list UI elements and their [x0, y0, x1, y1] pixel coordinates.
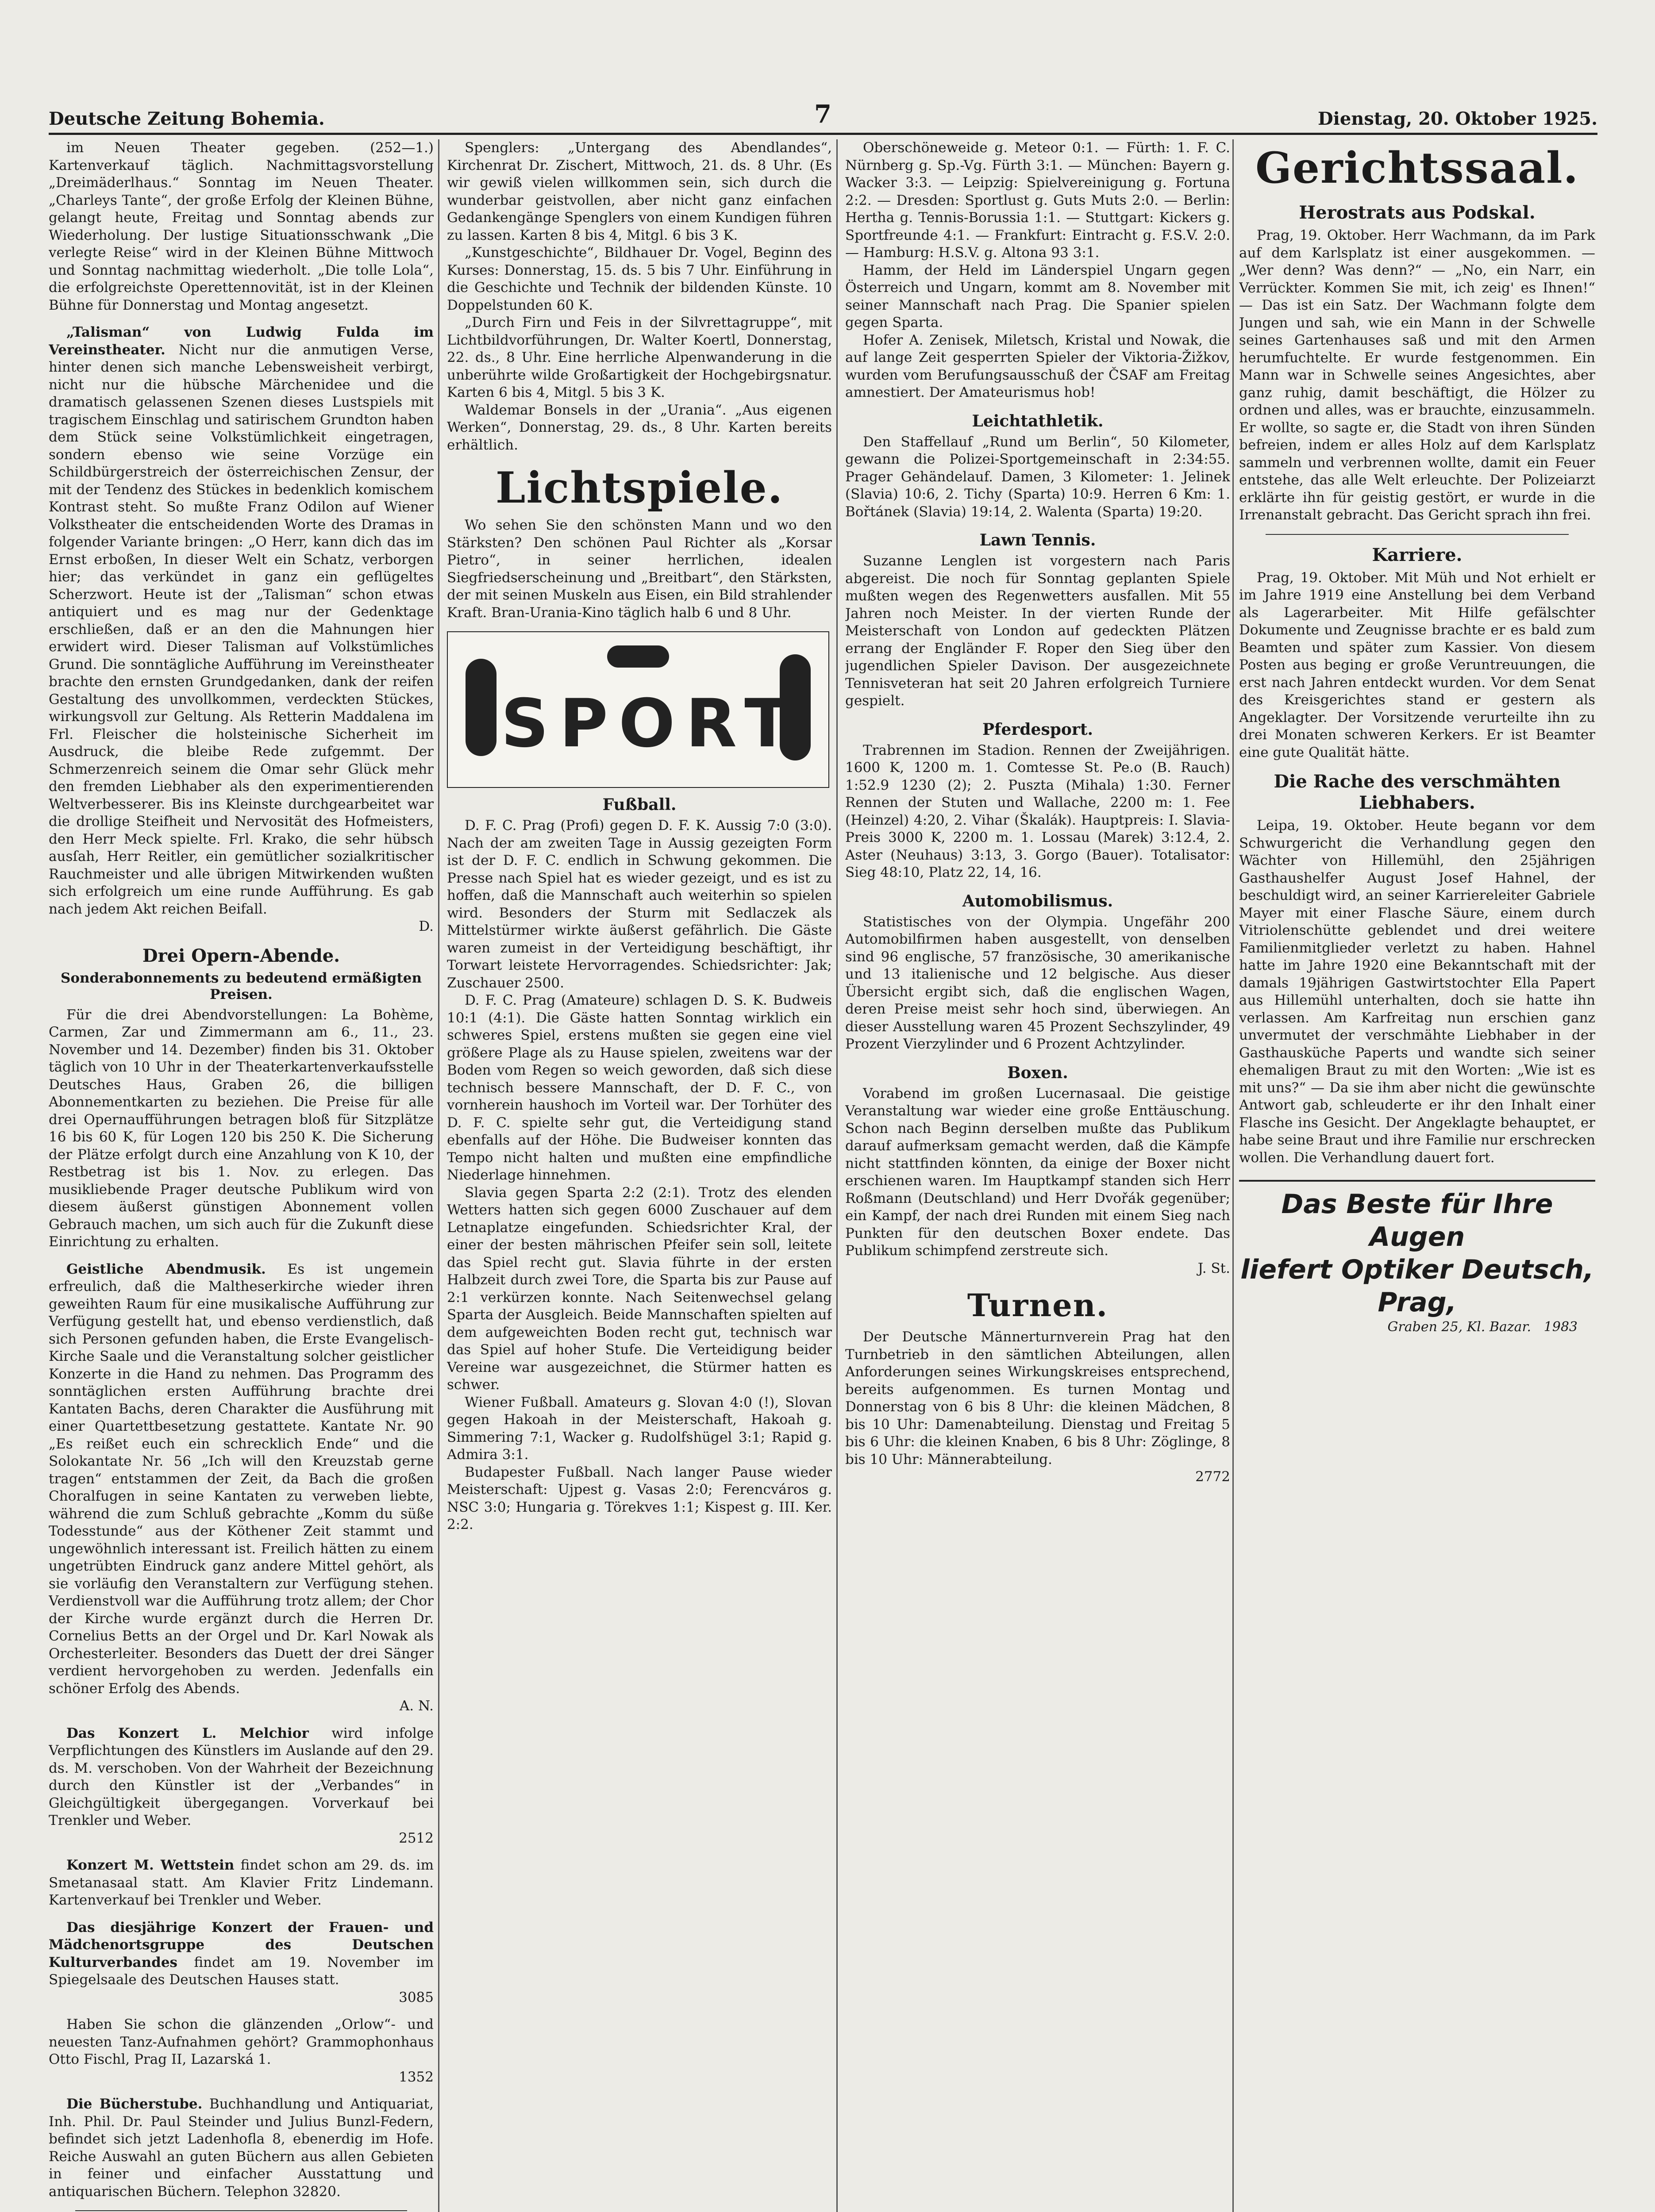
article-text: Budapester Fußball. Nach langer Pause wieder Meisterschaft: Ujpest g. Vasas 2:0; Ferencváros g. NSC 3:0; Hungaria g. Törekves 1:1; Kispest g. III. Ker. 2:2. [447, 1464, 832, 1532]
article-text: „Kunstgeschichte“, Bildhauer Dr. Vogel, Beginn des Kurses: Donnerstag, 15. ds. 5 bis 7 Uhr. Einführung in die Geschichte und Technik der bildenden Künste. 10 Doppelstunden 60 K. [447, 245, 832, 313]
ad-buecherstube [49, 2096, 434, 2200]
ad-company: liefert Optiker Deutsch, Prag, [1240, 1254, 1594, 1318]
column-divider [1232, 139, 1234, 2212]
article-heading: Die Rache des verschmähten Liebhabers. [1274, 771, 1561, 813]
article-text: Wiener Fußball. Amateurs g. Slovan 4:0 (!), Slovan gegen Hakoah in der Meisterschaft, Hakoah g. Simmering 7:1, Wacker g. Rudolfshügel 3:1; Rapid g. Admira 3:1. [447, 1394, 832, 1463]
article-text: Wo sehen Sie den schönsten Mann und wo den Stärksten? Den schönen Paul Richter als „Korsar Pietro“, in seiner herrlichen, idealen Siegfriedserscheinung und „Breitbart“, den Stärksten, der mit seinen Muskeln aus Eisen, ein Bild strahlender Kraft. Bran-Urania-Kino täglich halb 6 und 8 Uhr. [447, 517, 832, 621]
article-frauen [49, 1919, 434, 2007]
ad-number: 3085 [399, 1989, 434, 2005]
urania-program [447, 139, 832, 454]
article-results [845, 139, 1230, 402]
section-heading-leichtathletik: Leichtathletik. [972, 411, 1104, 430]
article-text: Hofer A. Zenisek, Miletsch, Kristal und Nowak, die auf lange Zeit gesperrten Spieler der Viktoria-Žižkov, wurden vom Berufungsausschuß der ČSAF am Freitag amnestiert. Der Amateurismus hob! [845, 332, 1230, 400]
article-text: Oberschöneweide g. Meteor 0:1. — Fürth: 1. F. C. Nürnberg g. Sp.-Vg. Fürth 3:1. — München: Bayern g. Wacker 3:3. — Leipzig: Spielvereinigung g. Fortuna 2:2. — Dresden: Sportlust g. Guts Muts 2:0. — Berlin: Hertha g. Tennis-Borussia 1:1. — Stuttgart: Kickers g. Sportfreunde 4:1. — Frankfurt: Eintracht g. F.S.V. 2:0. — Hamburg: H.S.V. g. Altona 93 3:1. [845, 140, 1230, 261]
section-heading-gerichtssaal: Gerichtssaal. [1255, 143, 1579, 193]
sport-title: SPORT [501, 685, 801, 762]
article-title: „Talisman“ von Ludwig Fulda im Vereinstheater. Nicht nur die anmutigen Verse, hinter denen sich manche Lebensweisheit verbirgt, nicht nur die hübsche Märchenidee und die dramatisch gelassenen Szenen dieses Lustspiels mit tragischem Einschlag und satirischem Grundton haben dem Stück seine Volkstümlichkeit eingetragen, sondern ebenso wie seine Vorzüge ein Schildbürgerstreich der österreichischen Zensur, der mit der Tendenz des Stückes in bedenklich komischem Kontrast steht. So mußte Franz Odilon auf Wiener Volkstheater die entscheidenden Worte des Dramas in folgender Variante bringen: „O Herr, kann dich das im Ernst erboßen, In dieser Welt ein Schatz, verborgen hier; das verkündet in ganz ein geflügeltes Scherzwort. Heute ist der „Talisman“ schon etwas antiquiert und es mag nur der Gedenktage erschließen, daß er an den die Mahnungen hier erwidert wird. Dieser Talisman auf Volkstümliches Grund. Die sonntägliche Aufführung im Vereinstheater brachte den ernsten Grundgedanken, dank der reifen Gestaltung des unvollkommen, verdeckten Stückes, wirkungsvoll zur Geltung. Als Retterin Maddalena im Frl. Fleischer die holsteinische Sicherheit im Ausdruck, die bleibe Rede zufgemmt. Der Schmerzenreich seinem die Omar sehr Glück mehr den fremden Liebhaber als den experimentierenden Weltverbesserer. Bis ins Kleinste durchgearbeitet war die drollige Steifheit und Nervosität des Hofmeisters, den Herr Meck spielte. Frl. Krako, die sehr hübsch ausſah, Herr Reitler, ein gemütlicher sozialkritischer Rauchmeister und alle übrigen Mitwirkenden wußten sich erfolgreich um eine runde Aufführung. Es gab nach jedem Akt reichen Beifall. [49, 324, 434, 917]
column-divider [438, 139, 439, 2212]
article-karriere [1239, 545, 1595, 762]
section-heading-turnen: Turnen. [967, 1287, 1108, 1324]
article-text: Den Staffellauf „Rund um Berlin“, 50 Kilometer, gewann die Polizei-Sportgemeinschaft in 2:34:55. Prager Gehändelauf. Damen, 3 Kilometer: 1. Jelinek (Slavia) 10:6, 2. Tichy (Sparta) 10:9. Herren 6 Km: 1. Bořtánek (Slavia) 19:14, 2. Walenta (Sparta) 19:20. [845, 434, 1230, 520]
section-heading-pferdesport: Pferdesport. [982, 720, 1093, 739]
section-heading-lichtspiele: Lichtspiele. [495, 463, 784, 513]
article-text: Hamm, der Held im Länderspiel Ungarn gegen Österreich und Ungarn, kommt am 8. November mit seiner Mannschaft nach Prag. Die Spanier spielen gegen Sparta. [845, 262, 1230, 330]
article-text: Slavia gegen Sparta 2:2 (2:1). Trotz des elenden Wetters hatten sich gegen 6000 Zuschauer auf dem Letnaplatze eingefunden. Schiedsrichter Kral, der einer der besten mährischen Pfeifer sein soll, leitete das Spiel recht gut. Slavia führte in der ersten Halbzeit durch zwei Tore, die Sparta bis zur Pause auf 2:1 verkürzen konnte. Nach Seitenwechsel gelang Sparta der Ausgleich. Beide Mannschaften spielten auf dem aufgeweichten Boden recht gut, technisch war das Spiel auf hoher Stufe. Die Verteidigung beider Vereine war ausgezeichnet, die Stürmer hatten es schwer. [447, 1184, 832, 1393]
article-text: Das Konzert L. Melchior wird infolge Verpflichtungen des Künstlers im Auslande auf den 29. ds. M. verschoben. Von der Wahrheit der Bezeichnung durch den Künstler ist der „Verbandes“ in Gleichgültigkeit übergegangen. Vorverkauf bei Trenkler und Weber. [49, 1725, 434, 1828]
article-text: Spenglers: „Untergang des Abendlandes“, Kirchenrat Dr. Zischert, Mittwoch, 21. ds. 8 Uhr. (Es wir gewiß vielen willkommen sein, sich durch die wunderbar geistvollen, aber nicht ganz einfachen Gedankengänge Spenglers von einem Kundigen führen zu lassen. Karten 8 bis 4, Mitgl. 6 bis 3 K. [447, 140, 832, 243]
article-text: Vorabend im großen Lucernasaal. Die geistige Veranstaltung war wieder eine große Enttäuschung. Schon nach Beginn derselben mußte das Publikum darauf aufmerksam gemacht werden, daß die Kämpfe nicht stattfinden könnten, da einige der Boxer nicht erschienen waren. Im Hauptkampf standen sich Herr Roßmann (Deutschland) und Herr Dvořák gegenüber; ein Kampf, der nach drei Runden mit einem Sieg nach Punkten für den deutschen Boxer endete. Das Publikum schimpfend zerstreute sich. [845, 1085, 1230, 1259]
ad-headline: Das Beste für Ihre Augen [1281, 1189, 1553, 1252]
article-text: Statistisches von der Olympia. Ungefähr 200 Automobilfirmen haben ausgestellt, von denselben sind 96 englische, 57 französische, 30 amerikanische und 13 italienische und 12 belgische. Aus dieser Übersicht ergibt sich, daß die englischen Wagen, deren Preise meist sehr hoch sind, überwiegen. An dieser Ausstellung waren 45 Prozent Sechszylinder, 49 Prozent Vierzylinder und 6 Prozent Achtzylinder. [845, 914, 1230, 1052]
article-text: Leipa, 19. Oktober. Heute begann vor dem Schwurgericht die Verhandlung gegen den Wächter von Hillemühl, den 25jährigen Gasthaushelfer August Josef Hahnel, der beschuldigt wird, an seiner Karriereleiter Gabriele Mayer mit einer Flasche Säure, einem durch Vitriolenschütte geblendet und drei weitere Familienmitglieder verletzt zu haben. Hahnel hatte im Jahre 1920 eine Bekanntschaft mit der damals 19jährigen Gastwirtstochter Ella Papert aus Hillemühl unterhalten, doch sie hatte ihn verlassen. Am Karfreitag nun erschien ganz unvermutet der verschmähte Liebhaber in der Gasthausküche Paperts und wandte sich seiner ehemaligen Braut zu mit den Worten: „Wie ist es mit uns?“ — Da sie ihm aber nicht die gewünschte Antwort gab, schleuderte er ihr den Inhalt einer Flasche ins Gesicht. Der Angeklagte behauptet, er habe seine Braut und ihre Familie nur erschrecken wollen. Die Verhandlung dauert fort. [1239, 818, 1595, 1166]
column-2 [447, 139, 832, 2212]
ad-text: Die Bücherstube. Buchhandlung und Antiquariat, Inh. Phil. Dr. Paul Steinder und Julius Bunzl-Federn, befindet sich jetzt Ladenhofla 8, ebenerdig im Hofe. Reiche Auswahl an guten Büchern aus allen Gebieten in feiner und einfacher Ausstattung und antiquarischen Büchern. Telephon 32820. [49, 2096, 434, 2200]
column-divider [836, 139, 838, 2212]
article-liebhaber [1239, 771, 1595, 1167]
ball-icon [607, 645, 669, 668]
ad-address: Graben 25, Kl. Bazar. 1983 [1387, 1319, 1578, 1335]
article-heading: Herostrats aus Podskal. [1299, 202, 1536, 223]
article-text: Der Deutsche Männerturnverein Prag hat den Turnbetrieb in den sämtlichen Abteilungen, allen Anforderungen seines Wirkungskreises entsprechend, bereits aufgenommen. Es turnen Montag und Donnerstag von 6 bis 8 Uhr: die kleinen Mädchen, 8 bis 10 Uhr: Damenabteilung. Dienstag und Freitag 5 bis 6 Uhr: die kleinen Knaben, 6 bis 8 Uhr: Zöglinge, 8 bis 10 Uhr: Männerabteilung. [845, 1329, 1230, 1467]
page-header [49, 100, 1597, 135]
ad-text: Haben Sie schon die glänzenden „Orlow“- und neuesten Tanz-Aufnahmen gehört? Grammophonhaus Otto Fischl, Prag II, Lazarská 1. [49, 2016, 434, 2067]
article-text: Prag, 19. Oktober. Herr Wachmann, da im Park auf dem Karlsplatz ist einer ausgekommen. — „Wer denn? Was denn?“ — „No, ein Narr, ein Verrückter. Kommen Sie mit, ich zeig' es Ihnen!“ — Das ist ein Satz. Der Wachmann folgte dem Jungen und sah, wie ein Mann in der Schwelle seines Gartenhauses saß und mit den Armen herumfuchtelte. Er wurde festgenommen. Ein Mann war in Schwelle seines Angesichtes, aber ganz ruhig, damit beschäftigt, die Hölzer zu ordnen und alles, was er brauchte, einzusammeln. Er wollte, so sagte er, die Stadt von ihren Sünden befreien, indem er alles Holz auf dem Karlsplatz sammeln und verbrennen wollte, damit ein Feuer entstehe, das alle Welt erleuchte. Der Polizeiarzt erklärte ihn für geistig gestört, er wurde in die Irrenanstalt gebracht. Das Gericht sprach ihn frei. [1239, 227, 1595, 523]
section-heading-fussball: Fußball. [602, 795, 677, 814]
article-text: D. F. C. Prag (Profi) gegen D. F. K. Aussig 7:0 (3:0). Nach der am zweiten Tage in Aussig gezeigten Form ist der D. F. C. endlich in Schwung gekommen. Die Presse nach Spiel hat es wieder gezeigt, und es ist zu hoffen, daß die Mannschaft auch weiterhin so spielen wird. Besonders der Sturm mit Sedlaczek als Mittelstürmer wirkte äußerst gefährlich. Die Gäste waren zumeist in der Verteidigung beschäftigt, ihr Torwart leistete Hervorragendes. Schiedsrichter: Jak; Zuschauer 2500. [447, 818, 832, 991]
article-text: D. F. C. Prag (Amateure) schlagen D. S. K. Budweis 10:1 (4:1). Die Gäste hatten Sonntag wirklich ein schweres Spiel, erstens mußten sie gegen eine viel größere Plage als zu Hause spielen, zweitens war der Boden vom Regen so weich geworden, daß sich diese technisch bessere Mannschaft, der D. F. C., von vornherein haushoch im Vorteil war. Der Torhüter des D. F. C. spielte sehr gut, die Verteidigung stand ebenfalls auf der Höhe. Die Budweiser konnten das Tempo nicht halten und mußten eine empfindliche Niederlage hinnehmen. [447, 992, 832, 1183]
article-herostrat [1239, 202, 1595, 524]
article-church-music [49, 1261, 434, 1715]
ad-number: 2772 [1195, 1469, 1230, 1485]
article-heading: Drei Opern-Abende. [142, 945, 340, 966]
article-boxen [845, 1085, 1230, 1278]
sport-banner [447, 631, 829, 788]
article-talisman [49, 324, 434, 936]
article-melchior [49, 1725, 434, 1847]
article-text: „Durch Firn und Feis in der Silvrettagruppe“, mit Lichtbildvorführungen, Dr. Walter Koertl, Donnerstag, 22. ds., 8 Uhr. Eine herrliche Alpenwanderung in die unberührte wilde Großartigkeit der Hochgebirgsnatur. Karten 6 bis 4, Mitgl. 5 bis 3 K. [447, 315, 832, 400]
article-pferdesport [845, 742, 1230, 882]
section-heading-boxen: Boxen. [1007, 1063, 1068, 1082]
page-number: 7 [814, 100, 831, 129]
article-signature: D. [419, 918, 434, 934]
article-text: Trabrennen im Stadion. Rennen der Zweijährigen. 1600 K, 1200 m. 1. Comtesse St. Pe.o (B. Rauch) 1:52.9 1230 (2); 2. Puszta (Mihala) 1:30. Ferner Rennen der Stuten und Wallache, 2200 m: 1. Fee (Heinzel) 4:20, 2. Vihar (Škalák). Hauptpreis: I. Slavia-Preis 3000 K, 2200 m. 1. Lossau (Marek) 3:12.4, 2. Aster (Neuhaus) 3:13, 3. Gorgo (Bauer). Totalisator: Sieg 48:10, Platz 22, 14, 16. [845, 742, 1230, 880]
article-subheading: Sonderabonnements zu bedeutend ermäßigten Preisen. [60, 970, 422, 1002]
section-heading-tennis: Lawn Tennis. [979, 531, 1096, 549]
ad-number: 1352 [399, 2069, 434, 2085]
article-text: Konzert M. Wettstein findet schon am 29. ds. im Smetanasaal statt. Am Klavier Fritz Lindemann. Kartenverkauf bei Trenkler und Weber. [49, 1857, 434, 1908]
divider [1266, 534, 1569, 535]
article-theater [49, 139, 434, 314]
article-text: Geistliche Abendmusik. Es ist ungemein erfreulich, daß die Maltheserkirche wieder ihren geweihten Raum für eine musikalische Aufführung zur Verfügung gestellt hat, und ebenso verdienstlich, daß sich Personen gefunden haben, die Erste Evangelisch-Kirche Saale und die Veranstaltung solcher geistlicher Konzerte in die Hand zu nehmen. Das Programm des sonntäglichen ersten Aufführung brachte drei Kantaten Bachs, deren Charakter die Ausführung mit einer Quartettbesetzung gestattete. Kantate Nr. 90 „Es reißet euch ein schrecklich Ende“ und die Solokantate Nr. 56 „Ich will den Kreuzstab gerne tragen“ entstammen der Zeit, da Bach die großen Choralfugen in seine Kantaten zu verweben liebte, während die zum Schluß gebrachte „Komm du süße Todesstunde“ aus der Köthener Zeit stammt und ungewöhnlich interessant ist. Freilich hätten zu einem ungetrübten Eindruck ganz andere Mittel gehört, als sie vorläufig den Veranstaltern zur Verfügung stehen. Verdienstvoll war die Aufführung trotz allem; der Chor der Kirche wurde ergänzt durch die Herren Dr. Cornelius Betts an der Orgel und Dr. Karl Nowak als Orchesterleiter. Besonders das Duett der drei Sänger verdient hervorgehoben zu werden. Jedenfalls ein schöner Erfolg des Abends. [49, 1261, 434, 1697]
column-1 [49, 139, 434, 2212]
issue-date: Dienstag, 20. Oktober 1925. [1317, 108, 1597, 129]
ad-orlow [49, 2016, 434, 2086]
article-turnen [845, 1329, 1230, 1486]
article-text: Für die drei Abendvorstellungen: La Bohème, Carmen, Zar und Zimmermann am 6., 11., 23. November und 14. Dezember) finden bis 31. Oktober täglich von 10 Uhr in der Theaterkartenverkaufsstelle Deutsches Haus, Graben 26, die billigen Abonnementkarten zu beziehen. Die Preise für alle drei Opernaufführungen betragen bloß für Sitzplätze 16 bis 60 K, für Logen 120 bis 250 K. Die Sicherung der Plätze erfolgt durch eine Anzahlung von K 10, der Restbetrag ist bis 1. Nov. zu erlegen. Das musikliebende Prager deutsche Publikum wird von diesem äußerst günstigen Abonnement vollen Gebrauch machen, um sich auch für die Zukunft diese Einrichtung zu erhalten. [49, 1006, 434, 1250]
column-3 [845, 139, 1230, 2212]
article-text: im Neuen Theater gegeben. (252—1.) Kartenverkauf täglich. Nachmittagsvorstellung „Dreimäderlhaus.“ Sonntag im Neuen Theater. „Charleys Tante“, der große Erfolg der Kleinen Bühne, gelangt heute, Freitag und Sonntag abends zur Wiederholung. Der lustige Situationsschwank „Die verlegte Reise“ wird in der Kleinen Bühne Mittwoch und Sonntag nachmittag wiederholt. „Die tolle Lola“, die erfolgreichste Operettennovität, ist in der Kleinen Bühne für Donnerstag und Montag angesetzt. [49, 140, 434, 313]
article-text: Das diesjährige Konzert der Frauen- und Mädchenortsgruppe des Deutschen Kulturverbandes findet am 19. November im Spiegelsaale des Deutschen Hauses statt. [49, 1919, 434, 1988]
article-signature: J. St. [1197, 1260, 1230, 1276]
section-heading-auto: Automobilismus. [962, 891, 1113, 910]
article-heading: Karriere. [1372, 544, 1463, 565]
ad-number: 2512 [399, 1830, 434, 1846]
article-text: Prag, 19. Oktober. Mit Müh und Not erhielt er im Jahre 1919 eine Anstellung bei dem Verband als Lagerarbeiter. Mit Hilfe gefälschter Dokumente und Zeugnisse brachte er es bald zum Beamten und später zum Kassier. Von diesem Posten aus beging er große Veruntreuungen, die erst nach Jahren entdeckt wurden. Vor dem Senat des Kreisgerichtes stand er gestern als Angeklagter. Der Vorsitzende verurteilte ihn zu drei Monaten schweren Kerkers. Er ist Beamter eine gute Qualität hätte. [1239, 569, 1595, 760]
column-4 [1239, 139, 1595, 2212]
article-lichtspiele [447, 517, 832, 622]
article-fussball [447, 817, 832, 1534]
masthead: Deutsche Zeitung Bohemia. [49, 108, 325, 129]
article-leichtathletik [845, 434, 1230, 521]
divider [75, 2210, 407, 2211]
header-rule [49, 133, 1597, 135]
athlete-figure-icon [466, 659, 496, 756]
article-auto [845, 914, 1230, 1053]
article-text: Waldemar Bonsels in der „Urania“. „Aus eigenen Werken“, Donnerstag, 29. ds., 8 Uhr. Karten bereits erhältlich. [447, 402, 832, 453]
ad-optiker [1239, 1180, 1595, 1336]
article-konzert [49, 1857, 434, 1909]
article-opera [49, 945, 434, 1251]
article-text: Suzanne Lenglen ist vorgestern nach Paris abgereist. Die noch für Sonntag geplanten Spiele mußten wegen des Regenwetters ausfallen. Mit 55 Jahren noch Meister. In der vierten Runde der Meisterschaft von London auf gedeckten Plätzen errang der Engländer F. Roper den Sieg über den jugendlichen Spieler Davison. Der ausgezeichnete Tennisveteran hat seit 20 Jahren erfolgreich Turniere gespielt. [845, 553, 1230, 709]
article-tennis [845, 553, 1230, 710]
article-signature: A. N. [399, 1698, 434, 1714]
